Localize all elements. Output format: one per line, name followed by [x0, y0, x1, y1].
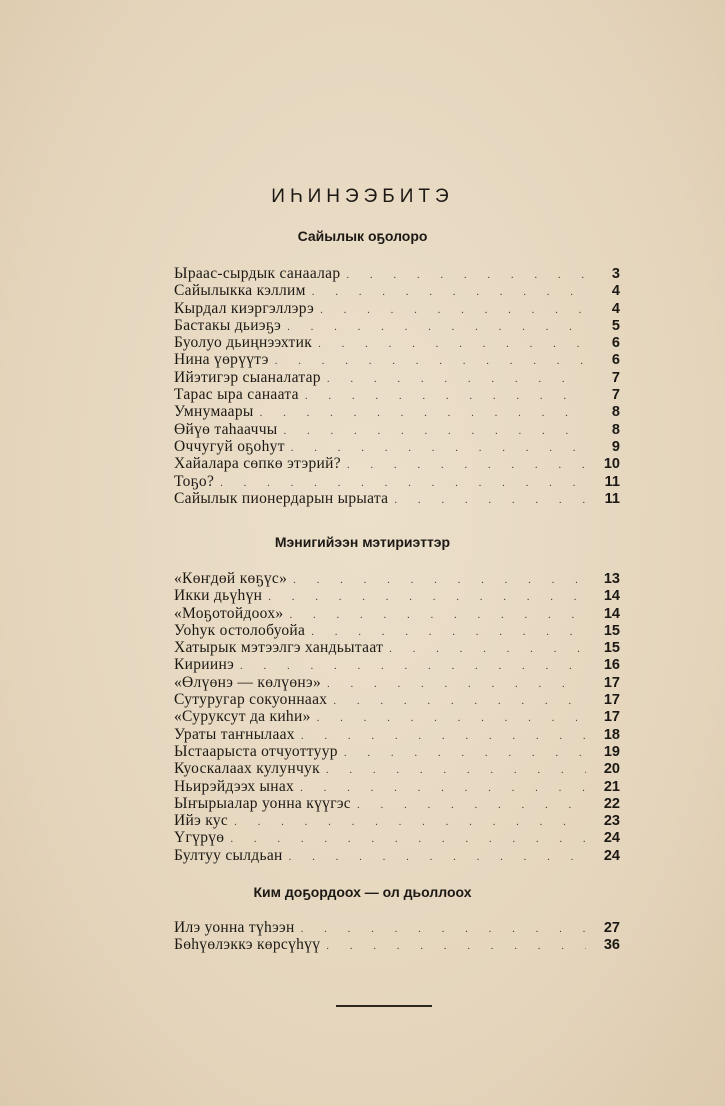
section-heading-1: Сайылык оҕолоро [297, 228, 428, 244]
toc-entry-page: 15 [603, 622, 620, 639]
toc-entry-title: Кириинэ [174, 656, 235, 674]
toc-entry-title: Үгүрүө [174, 829, 225, 847]
toc-entry-page: 14 [603, 605, 620, 622]
toc-entry-title: Ыраас-сырдык санаалар [174, 265, 341, 282]
section-heading-3: Ким доҕордоох — ол дьоллоох [253, 884, 472, 900]
dot-leader [289, 849, 586, 866]
toc-entry-page: 4 [611, 283, 620, 300]
toc-entry-page: 7 [611, 369, 620, 386]
toc-entry[interactable] [174, 639, 620, 656]
toc-entry[interactable] [174, 726, 620, 743]
page-title: ИҺИНЭЭБИТЭ [271, 186, 454, 207]
toc-entry-page: 17 [603, 709, 620, 726]
toc-entry[interactable] [174, 438, 620, 455]
dot-leader [357, 797, 586, 814]
toc-entry-title: «Суруксут да киһи» [174, 708, 311, 726]
toc-entry-title: Бултуу сылдьан [174, 846, 283, 864]
toc-entry-title: Умнумаары [174, 403, 254, 421]
toc-entry-page: 7 [611, 387, 620, 404]
toc-entry[interactable] [174, 351, 620, 368]
toc-entry[interactable] [174, 812, 620, 829]
toc-entry[interactable] [174, 265, 620, 282]
toc-entry-page: 11 [604, 490, 620, 507]
toc-entry-title: Ураты таҥнылаах [174, 725, 295, 743]
toc-entry[interactable] [174, 829, 620, 846]
toc-entry-page: 9 [611, 438, 620, 455]
dot-leader [301, 728, 586, 745]
toc-entry-title: «Өлүөнэ — көлүөнэ» [174, 673, 321, 691]
dot-leader [268, 589, 586, 606]
toc-entry[interactable] [174, 473, 620, 490]
section-heading-2: Мэнигийээн мэтириэттэр [274, 534, 451, 550]
toc-entry-page: 3 [611, 266, 620, 282]
dot-leader [275, 353, 586, 370]
toc-entry[interactable] [174, 334, 620, 351]
toc-entry-page: 17 [603, 674, 620, 691]
toc-entry-page: 15 [603, 640, 620, 657]
toc-entry-page: 27 [603, 920, 620, 936]
dot-leader [326, 762, 586, 779]
toc-entry-title: Икки дьүһүн [174, 587, 263, 605]
dot-leader [234, 814, 586, 831]
toc-entry[interactable] [174, 282, 620, 299]
dot-leader [230, 831, 586, 848]
toc-entry[interactable] [174, 605, 620, 622]
dot-leader [312, 284, 586, 301]
section-3-entries [174, 919, 620, 954]
dot-leader [301, 921, 586, 938]
toc-entry[interactable] [174, 421, 620, 438]
toc-entry[interactable] [174, 622, 620, 639]
toc-entry-page: 6 [611, 352, 620, 369]
dot-leader [333, 693, 586, 710]
toc-entry[interactable] [174, 369, 620, 386]
toc-entry-title: Бастакы дьиэҕэ [174, 316, 282, 334]
dot-leader [289, 607, 586, 624]
toc-entry[interactable] [174, 455, 620, 472]
toc-entry-title: Ыҥырыалар уонна күүгэс [174, 794, 351, 812]
toc-entry-title: Куоскалаах кулунчук [174, 760, 320, 778]
toc-entry-page: 8 [611, 404, 620, 421]
dot-leader [327, 676, 586, 693]
toc-entry-page: 8 [611, 421, 620, 438]
toc-entry[interactable] [174, 403, 620, 420]
toc-entry-title: Ийэтигэр сыаналатар [174, 368, 321, 386]
toc-entry[interactable] [174, 795, 620, 812]
toc-entry-title: Илэ уонна түһээн [174, 919, 295, 936]
toc-entry-title: Ийэ кус [174, 812, 229, 830]
toc-entry[interactable] [174, 300, 620, 317]
toc-entry-page: 6 [611, 335, 620, 352]
dot-leader [326, 938, 586, 955]
toc-entry-title: Сайылыкка кэллим [174, 282, 306, 300]
toc-entry-page: 11 [604, 473, 620, 490]
toc-entry[interactable] [174, 691, 620, 708]
dot-leader [317, 710, 586, 727]
toc-entry-page: 36 [603, 937, 620, 954]
toc-entry-page: 18 [603, 726, 620, 743]
dot-leader [394, 492, 586, 509]
dot-leader [327, 371, 586, 388]
toc-entry[interactable] [174, 847, 620, 864]
toc-entry[interactable] [174, 760, 620, 777]
toc-entry-page: 4 [611, 300, 620, 317]
section-2-entries [174, 570, 620, 864]
toc-entry-title: Сайылык пионердарын ырыата [174, 489, 389, 507]
toc-entry-title: Хатырык мэтээлгэ хандьытаат [174, 639, 384, 657]
dot-leader [318, 336, 586, 353]
toc-entry[interactable] [174, 919, 620, 936]
dot-leader [287, 319, 586, 336]
dot-leader [344, 745, 586, 762]
toc-entry-title: Нина үөрүүтэ [174, 351, 269, 369]
toc-entry-page: 23 [603, 813, 620, 830]
dot-leader [293, 572, 586, 589]
toc-entry-page: 24 [603, 830, 620, 847]
toc-entry[interactable] [174, 570, 620, 587]
toc-entry-page: 24 [603, 847, 620, 864]
toc-entry[interactable] [174, 743, 620, 760]
toc-entry[interactable] [174, 936, 620, 953]
toc-entry-title: Хайалара сөпкө этэрий? [174, 455, 341, 473]
toc-entry-title: Тоҕо? [174, 472, 215, 490]
toc-entry[interactable] [174, 778, 620, 795]
toc-entry-page: 13 [603, 571, 620, 587]
toc-entry[interactable] [174, 490, 620, 507]
toc-entry-title: Өйүө таһааччы [174, 420, 278, 438]
toc-entry-page: 14 [603, 588, 620, 605]
dot-leader [260, 405, 586, 422]
toc-entry[interactable] [174, 587, 620, 604]
toc-entry-title: Ыстаарыста отчуоттуур [174, 742, 338, 760]
toc-entry-title: «Моҕотойдоох» [174, 604, 284, 622]
dot-leader [284, 423, 587, 440]
toc-entry-page: 19 [603, 743, 620, 760]
toc-entry-title: Ньирэйдээх ынах [174, 777, 295, 795]
toc-entry-page: 5 [611, 317, 620, 334]
toc-entry-title: Буолуо дьиңнээхтик [174, 334, 313, 352]
section-1-entries [174, 265, 620, 507]
toc-entry-title: Бөһүөлэккэ көрсүһүү [174, 936, 321, 954]
toc-entry-title: Уоһук остолобуойа [174, 621, 306, 639]
dot-leader [320, 302, 586, 319]
dot-leader [305, 388, 586, 405]
end-rule [336, 1005, 432, 1007]
toc-entry-title: Тарас ыра санаата [174, 386, 299, 404]
toc-entry-title: Оччугуй оҕоһут [174, 437, 285, 455]
dot-leader [389, 641, 586, 658]
toc-entry-page: 21 [603, 778, 620, 795]
toc-entry[interactable] [174, 656, 620, 673]
toc-entry[interactable] [174, 674, 620, 691]
toc-entry-page: 22 [603, 795, 620, 812]
toc-entry-title: Сутуругар сокуоннаах [174, 691, 328, 709]
toc-entry-page: 20 [603, 761, 620, 778]
toc-entry-page: 16 [603, 657, 620, 674]
dot-leader [347, 457, 586, 474]
dot-leader [346, 267, 586, 284]
toc-entry[interactable] [174, 386, 620, 403]
toc-entry[interactable] [174, 708, 620, 725]
toc-entry-title: «Көҥдөй көҕүс» [174, 570, 288, 587]
toc-entry-title: Кырдал киэргэллэрэ [174, 299, 315, 317]
toc-entry[interactable] [174, 317, 620, 334]
toc-entry-page: 17 [603, 692, 620, 709]
toc-entry-page: 10 [603, 456, 620, 473]
